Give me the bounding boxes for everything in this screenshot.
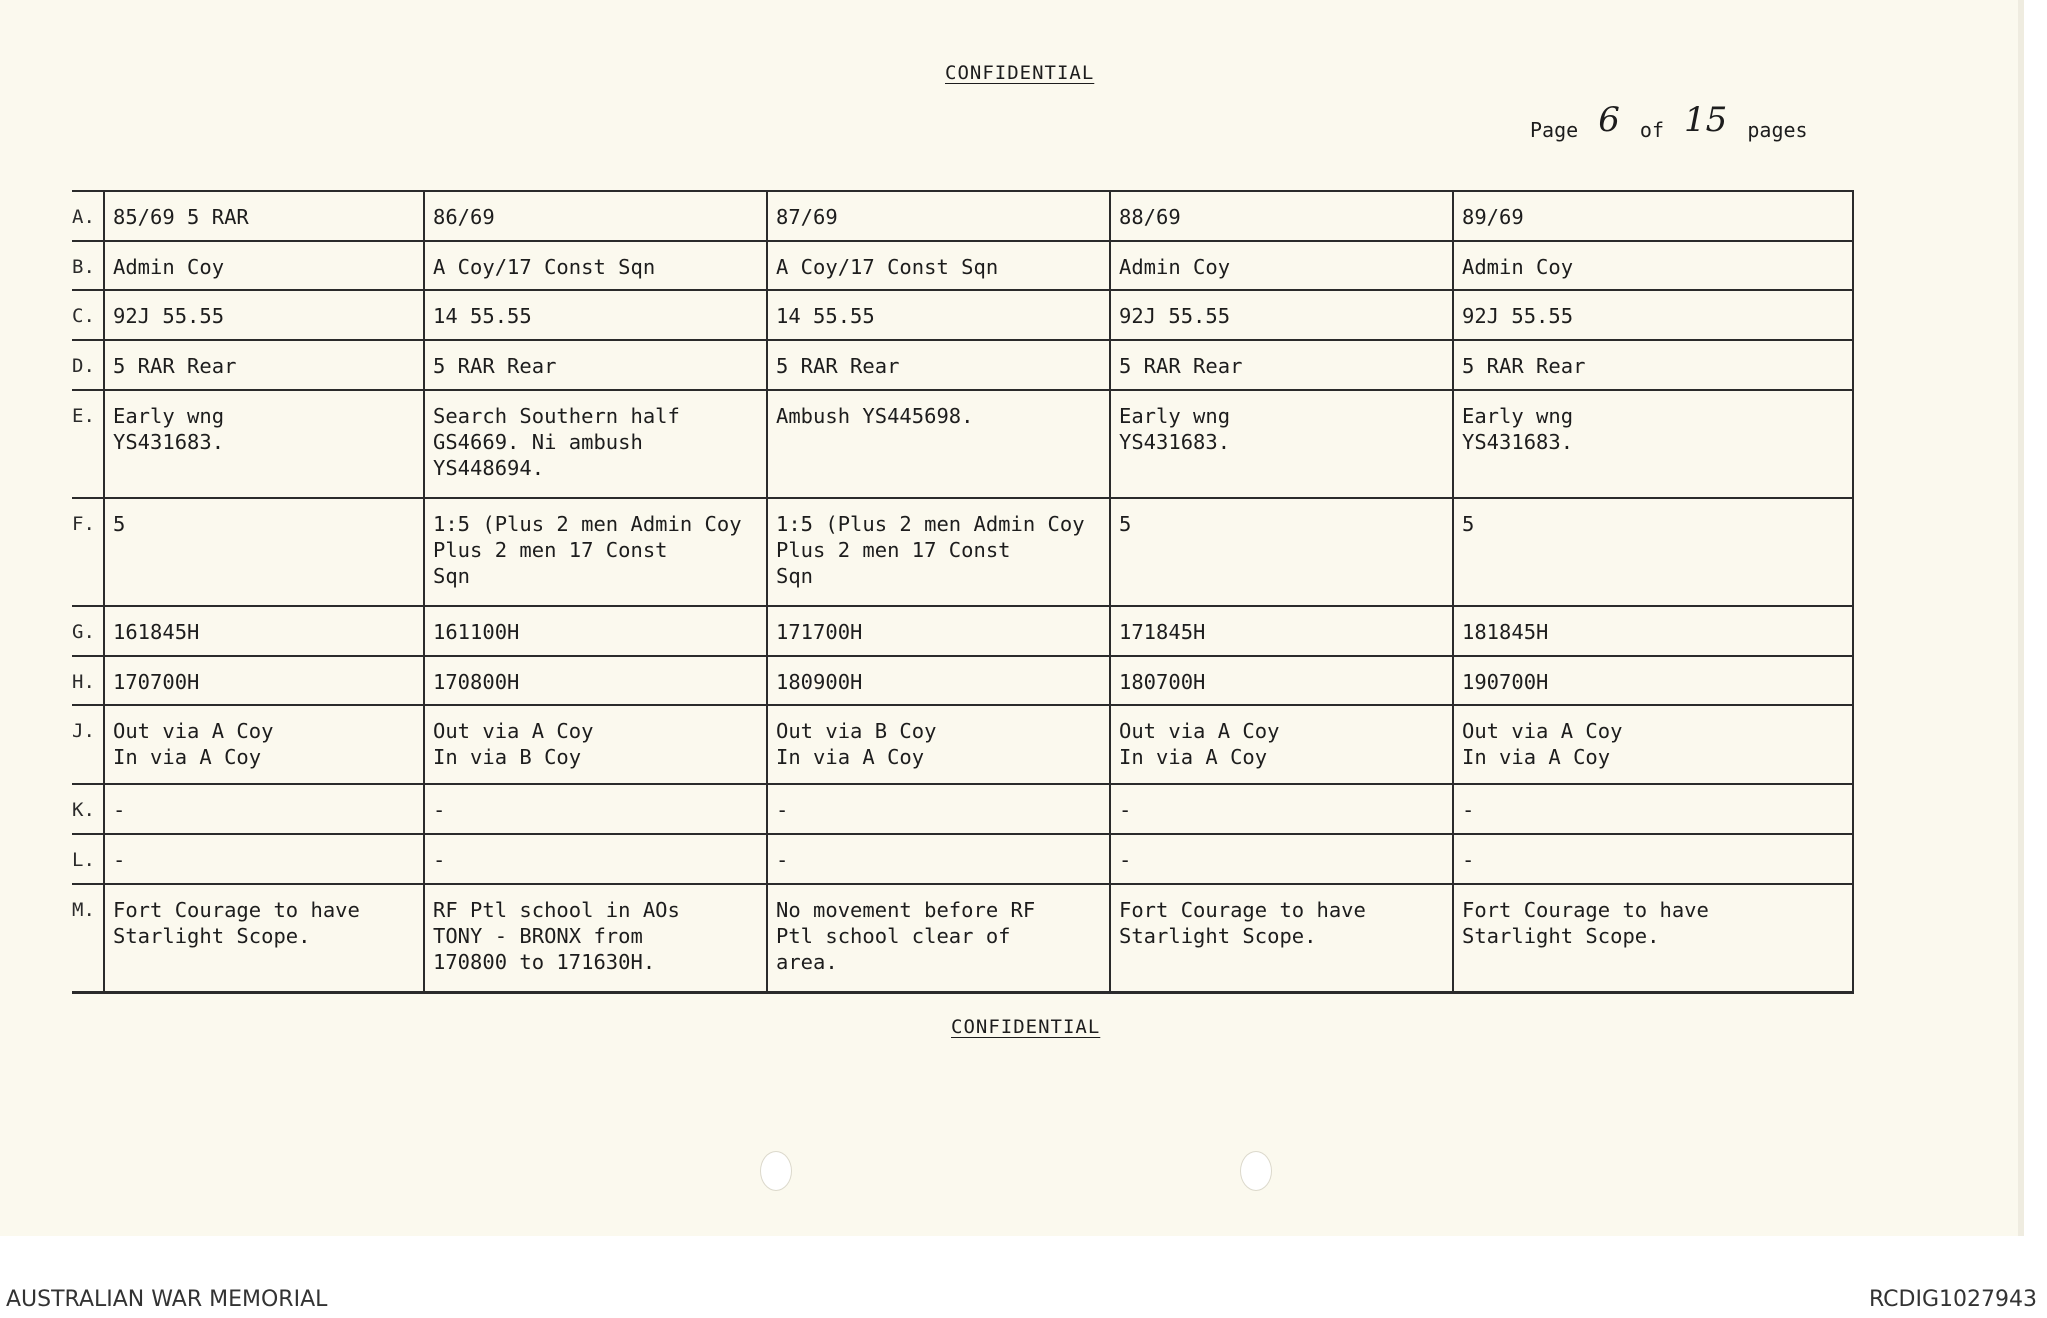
row-label: E. [72, 390, 104, 498]
archive-reference: RCDIG1027943 [1868, 1287, 2037, 1312]
table-row [72, 656, 1853, 706]
table-row [72, 340, 1853, 390]
table-row [72, 241, 1853, 291]
table-cell: 14 55.55 [424, 290, 767, 340]
table-cell: 5 [1453, 498, 1853, 606]
table-row [72, 834, 1853, 884]
table-row [72, 498, 1853, 606]
table-cell: 87/69 [767, 191, 1110, 241]
table-cell: Early wng YS431683. [1453, 390, 1853, 498]
page-edge [2018, 0, 2024, 1236]
table-row [72, 191, 1853, 241]
table-cell: No movement before RF Ptl school clear of area. [767, 884, 1110, 993]
table-row [72, 290, 1853, 340]
table-cell: 171700H [767, 606, 1110, 656]
page-of: of [1639, 118, 1664, 142]
table-cell: 92J 55.55 [1110, 290, 1453, 340]
table-cell: Out via A Coy In via A Coy [1453, 705, 1853, 784]
table-cell: 85/69 5 RAR [104, 191, 424, 241]
table-row [72, 705, 1853, 784]
table-cell: - [1453, 834, 1853, 884]
table-cell: Out via A Coy In via A Coy [104, 705, 424, 784]
table-cell: A Coy/17 Const Sqn [424, 241, 767, 291]
row-label: B. [72, 241, 104, 291]
table-cell: 5 [1110, 498, 1453, 606]
table-cell: Ambush YS445698. [767, 390, 1110, 498]
table-cell: Fort Courage to have Starlight Scope. [104, 884, 424, 993]
row-label: K. [72, 784, 104, 834]
row-label: G. [72, 606, 104, 656]
table-cell: 1:5 (Plus 2 men Admin Coy Plus 2 men 17 Const Sqn [424, 498, 767, 606]
table-row [72, 390, 1853, 498]
table-cell: 5 RAR Rear [424, 340, 767, 390]
row-label: J. [72, 705, 104, 784]
punch-hole [760, 1151, 792, 1191]
table-cell: - [767, 784, 1110, 834]
row-label: M. [72, 884, 104, 993]
page-number [1530, 100, 1808, 146]
orders-table-body [72, 191, 1853, 993]
table-cell: 88/69 [1110, 191, 1453, 241]
table-cell: Search Southern half GS4669. Ni ambush YS448694. [424, 390, 767, 498]
orders-table [72, 190, 1854, 994]
table-cell: 171845H [1110, 606, 1453, 656]
table-row [72, 884, 1853, 993]
table-cell: 89/69 [1453, 191, 1853, 241]
table-cell: 190700H [1453, 656, 1853, 706]
table-cell: Early wng YS431683. [104, 390, 424, 498]
table-cell: 161845H [104, 606, 424, 656]
table-row [72, 606, 1853, 656]
page-current: 6 [1598, 100, 1620, 140]
page-prefix: Page [1530, 118, 1579, 142]
table-cell: Admin Coy [1453, 241, 1853, 291]
table-cell: Out via A Coy In via A Coy [1110, 705, 1453, 784]
table-cell: 1:5 (Plus 2 men Admin Coy Plus 2 men 17 Const Sqn [767, 498, 1110, 606]
table-cell: 5 RAR Rear [1110, 340, 1453, 390]
classification-header: CONFIDENTIAL [945, 62, 1095, 84]
table-cell: Fort Courage to have Starlight Scope. [1453, 884, 1853, 993]
table-cell: - [424, 784, 767, 834]
table-cell: Out via A Coy In via B Coy [424, 705, 767, 784]
table-cell: 170800H [424, 656, 767, 706]
table-cell: 5 RAR Rear [104, 340, 424, 390]
table-cell: - [767, 834, 1110, 884]
table-cell: 92J 55.55 [104, 290, 424, 340]
table-cell: - [104, 784, 424, 834]
classification-footer: CONFIDENTIAL [951, 1016, 1101, 1038]
table-cell: 180900H [767, 656, 1110, 706]
table-cell: 161100H [424, 606, 767, 656]
page-total: 15 [1684, 100, 1728, 140]
table-cell: 92J 55.55 [1453, 290, 1853, 340]
table-cell: 181845H [1453, 606, 1853, 656]
row-label: A. [72, 191, 104, 241]
table-cell: Fort Courage to have Starlight Scope. [1110, 884, 1453, 993]
table-row [72, 784, 1853, 834]
table-cell: - [1110, 784, 1453, 834]
punch-hole [1240, 1151, 1272, 1191]
table-cell: Out via B Coy In via A Coy [767, 705, 1110, 784]
row-label: H. [72, 656, 104, 706]
table-cell: 86/69 [424, 191, 767, 241]
row-label: F. [72, 498, 104, 606]
table-cell: 170700H [104, 656, 424, 706]
row-label: L. [72, 834, 104, 884]
table-cell: Early wng YS431683. [1110, 390, 1453, 498]
archive-source: AUSTRALIAN WAR MEMORIAL [6, 1287, 328, 1312]
table-cell: A Coy/17 Const Sqn [767, 241, 1110, 291]
table-cell: 5 RAR Rear [1453, 340, 1853, 390]
table-cell: RF Ptl school in AOs TONY - BRONX from 170800 to 171630H. [424, 884, 767, 993]
table-cell: - [1110, 834, 1453, 884]
table-cell: - [424, 834, 767, 884]
row-label: D. [72, 340, 104, 390]
table-cell: 5 [104, 498, 424, 606]
table-cell: 180700H [1110, 656, 1453, 706]
page-suffix: pages [1747, 118, 1808, 142]
table-cell: 5 RAR Rear [767, 340, 1110, 390]
table-cell: - [1453, 784, 1853, 834]
table-cell: Admin Coy [1110, 241, 1453, 291]
table-cell: 14 55.55 [767, 290, 1110, 340]
row-label: C. [72, 290, 104, 340]
table-cell: - [104, 834, 424, 884]
table-cell: Admin Coy [104, 241, 424, 291]
